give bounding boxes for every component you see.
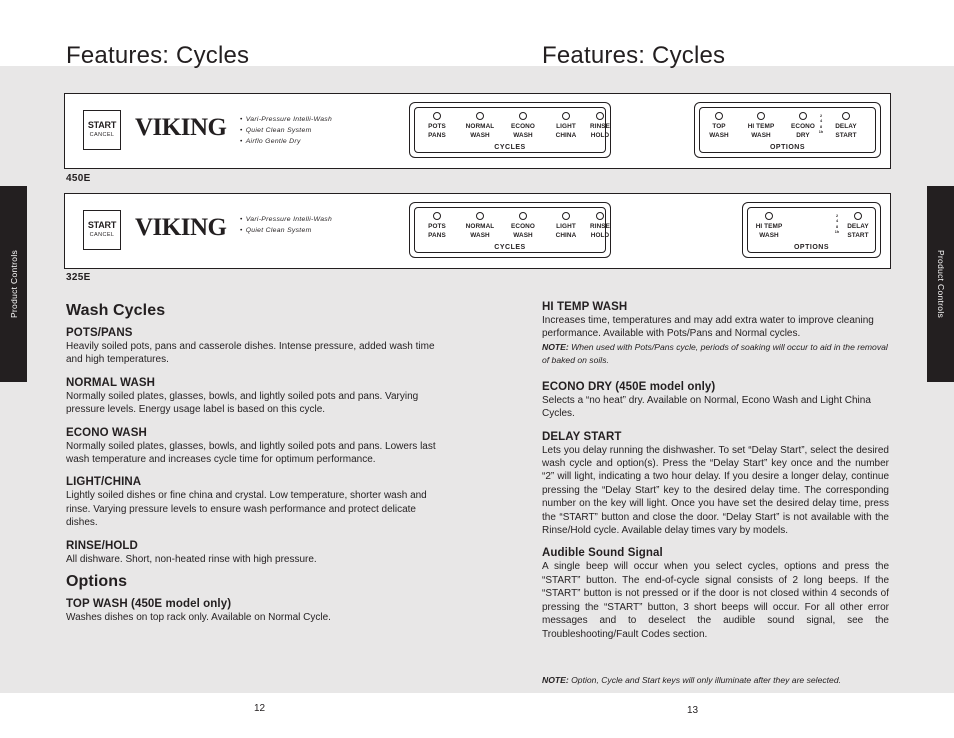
indicator-light xyxy=(562,212,570,220)
key-rinse-hold[interactable]: RINSE HOLD xyxy=(587,223,613,240)
indicator-light xyxy=(765,212,773,220)
control-panel-325e xyxy=(64,193,891,269)
page-number-left: 12 xyxy=(254,703,266,714)
key-normal-wash[interactable]: NORMAL WASH xyxy=(461,123,499,140)
key-pots-pans[interactable]: POTS PANS xyxy=(418,123,456,140)
side-tab-right xyxy=(927,186,954,382)
cycles-label: CYCLES xyxy=(415,144,605,151)
options-label: OPTIONS xyxy=(748,244,875,251)
start-label: START xyxy=(87,220,117,230)
feature-item: • Vari-Pressure Intelli-Wash xyxy=(240,114,332,125)
cycles-label: CYCLES xyxy=(415,244,605,251)
key-hi-temp-wash[interactable]: HI TEMP WASH xyxy=(742,123,780,140)
hi-temp-wash-heading: HI TEMP WASH xyxy=(542,301,628,313)
cycles-group xyxy=(409,102,611,158)
start-cancel-button[interactable] xyxy=(83,110,121,150)
econo-dry-text: Selects a “no heat” dry. Available on Normal, Econo Wash and Light China Cycles. xyxy=(542,394,871,420)
cancel-label: CANCEL xyxy=(89,232,115,238)
indicator-light xyxy=(433,212,441,220)
wash-cycles-heading: Wash Cycles xyxy=(66,302,166,319)
cancel-label: CANCEL xyxy=(89,132,115,138)
indicator-light xyxy=(596,112,604,120)
feature-item: • Airflo Gentle Dry xyxy=(240,136,332,147)
options-group xyxy=(742,202,881,258)
feature-list xyxy=(240,114,332,147)
indicator-light xyxy=(842,112,850,120)
model-label-325e: 325E xyxy=(66,272,91,283)
note-label: NOTE: xyxy=(542,675,569,685)
options-heading: Options xyxy=(66,573,128,591)
econo-wash-text: Normally soiled plates, glasses, bowls, and lightly soiled pots and pans. Lowers last wash temperature and increases cycle time for optimum performance. xyxy=(66,440,436,466)
delay-hours-indicator: 2 4 8 1h xyxy=(834,214,840,235)
control-panel-450e xyxy=(64,93,891,169)
key-pots-pans[interactable]: POTS PANS xyxy=(418,223,456,240)
delay-start-text: Lets you delay running the dishwasher. To set “Delay Start”, select the desired wash cycle and option(s). Press the “Delay Start” key once and the number “2” will light, indicating a two hour delay. If you desire a longer delay, continue pressing the “Delay Start” key to the desired delay time. The corresponding number on the key will light. Once you have set the desired delay time, press the “START” button and close the door. “Delay Start” is not available with the Rinse/Hold cycle. Available delay times vary by models. xyxy=(542,444,889,537)
econo-wash-heading: ECONO WASH xyxy=(66,426,147,439)
key-top-wash[interactable]: TOP WASH xyxy=(700,123,738,140)
page-title-right: Features: Cycles xyxy=(542,42,726,69)
hi-temp-wash-text: Increases time, temperatures and may add extra water to improve cleaning performance. Available with Pots/Pans and Normal cycles. xyxy=(542,315,874,340)
viking-logo: VIKING xyxy=(135,114,227,141)
side-tab-label: Product Controls xyxy=(8,249,19,319)
indicator-light xyxy=(562,112,570,120)
note-label: NOTE: xyxy=(542,341,569,352)
key-econo-wash[interactable]: ECONO WASH xyxy=(504,123,542,140)
start-cancel-button[interactable] xyxy=(83,210,121,250)
model-label-450e: 450E xyxy=(66,173,91,184)
pots-pans-text: Heavily soiled pots, pans and casserole dishes. Intense pressure, added wash time and high temperatures. xyxy=(66,341,435,366)
hi-temp-note: NOTE: When used with Pots/Pans cycle, periods of soaking will occur to aid in the removal of baked on soils. xyxy=(542,341,888,365)
left-column xyxy=(66,302,442,634)
indicator-light xyxy=(715,112,723,120)
top-wash-text: Washes dishes on top rack only. Available on Normal Cycle. xyxy=(66,612,331,624)
normal-wash-text: Normally soiled plates, glasses, bowls, and lightly soiled pots and pans. Varying pressure levels. Energy usage label is based on this cycle. xyxy=(66,390,419,416)
key-normal-wash[interactable]: NORMAL WASH xyxy=(461,223,499,240)
key-rinse-hold[interactable]: RINSE HOLD xyxy=(587,123,613,140)
right-column xyxy=(542,301,889,651)
page-title-left: Features: Cycles xyxy=(66,42,250,69)
delay-start-heading: DELAY START xyxy=(542,430,622,443)
indicator-light xyxy=(799,112,807,120)
indicator-light xyxy=(476,112,484,120)
key-light-china[interactable]: LIGHT CHINA xyxy=(547,223,585,240)
indicator-light xyxy=(476,212,484,220)
delay-hours-indicator: 2 4 8 1h xyxy=(818,114,824,135)
indicator-light xyxy=(519,212,527,220)
key-light-china[interactable]: LIGHT CHINA xyxy=(547,123,585,140)
audible-signal-text: A single beep will occur when you select cycles, options and press the “START” button. The end-of-cycle signal consists of 2 long beeps. If the “START” button is not pressed or if the door is not closed within 4 seconds of pressing the “START” button, 3 short beeps will occur. For all other error messages and to deselect the audible sound signal, see the Troubleshooting/Fault Codes section. xyxy=(542,561,889,640)
options-label: OPTIONS xyxy=(700,144,875,151)
indicator-light xyxy=(757,112,765,120)
light-china-text: Lightly soiled dishes or fine china and crystal. Low temperature, shorter wash and rinse. Varying pressure levels to ensure wash performance and protect delicate dishes. xyxy=(66,490,427,529)
indicator-light xyxy=(596,212,604,220)
feature-item: • Quiet Clean System xyxy=(240,225,332,236)
options-group xyxy=(694,102,881,158)
key-econo-wash[interactable]: ECONO WASH xyxy=(504,223,542,240)
audible-signal-heading: Audible Sound Signal xyxy=(542,547,663,560)
rinse-hold-heading: RINSE/HOLD xyxy=(66,539,138,552)
rinse-hold-text: All dishware. Short, non-heated rinse with high pressure. xyxy=(66,553,317,565)
top-wash-heading: TOP WASH (450E model only) xyxy=(66,598,232,611)
feature-item: • Vari-Pressure Intelli-Wash xyxy=(240,214,332,225)
start-label: START xyxy=(87,120,117,130)
feature-item: • Quiet Clean System xyxy=(240,125,332,136)
key-delay-start[interactable]: DELAY START xyxy=(824,123,868,140)
light-china-heading: LIGHT/CHINA xyxy=(66,476,142,489)
bottom-note: NOTE: Option, Cycle and Start keys will only illuminate after they are selected. xyxy=(542,675,841,685)
normal-wash-heading: NORMAL WASH xyxy=(66,376,156,389)
key-hi-temp-wash[interactable]: HI TEMP WASH xyxy=(748,223,790,240)
feature-list xyxy=(240,214,332,236)
cycles-group xyxy=(409,202,611,258)
viking-logo: VIKING xyxy=(135,214,227,241)
pots-pans-heading: POTS/PANS xyxy=(66,327,133,339)
key-econo-dry[interactable]: ECONO DRY xyxy=(784,123,822,140)
side-tab-left xyxy=(0,186,27,382)
page-number-right: 13 xyxy=(687,705,699,716)
side-tab-label: Product Controls xyxy=(935,249,946,319)
key-delay-start[interactable]: DELAY START xyxy=(836,223,880,240)
indicator-light xyxy=(433,112,441,120)
indicator-light xyxy=(519,112,527,120)
indicator-light xyxy=(854,212,862,220)
econo-dry-heading: ECONO DRY (450E model only) xyxy=(542,380,716,393)
